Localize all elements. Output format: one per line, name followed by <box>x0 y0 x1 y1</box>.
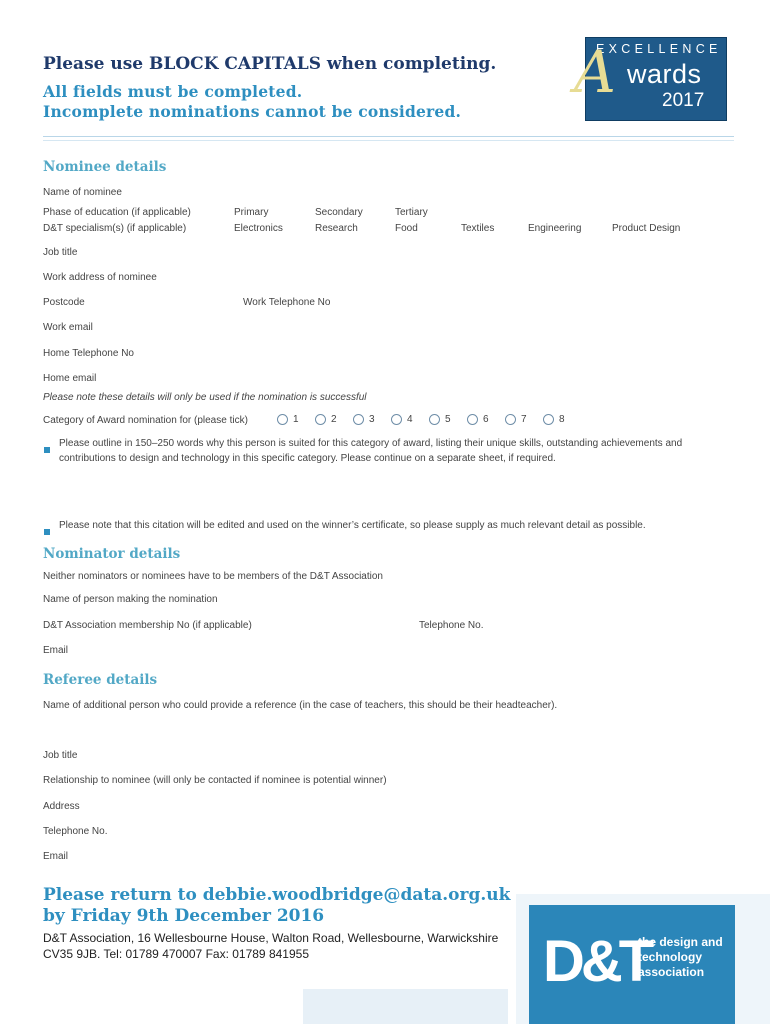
logo-a-letter: A <box>574 38 616 106</box>
specialism-option-food[interactable]: Food <box>395 223 418 234</box>
referee-telephone-field[interactable]: Telephone No. <box>43 826 108 837</box>
square-bullet-icon <box>44 440 50 458</box>
specialism-option-engineering[interactable]: Engineering <box>528 223 582 234</box>
square-bullet-icon <box>44 522 50 540</box>
phase-label: Phase of education (if applicable) <box>43 207 191 218</box>
specialism-option-research[interactable]: Research <box>315 223 358 234</box>
specialism-label: D&T specialism(s) (if applicable) <box>43 223 187 234</box>
nominee-section-title: Nominee details <box>43 159 167 175</box>
footer-strip <box>303 989 508 1024</box>
return-deadline-line: by Friday 9th December 2016 <box>43 906 325 926</box>
dt-logo-mark: D&T <box>543 929 651 994</box>
nominee-name-field[interactable]: Name of nominee <box>43 187 122 198</box>
referee-section-title: Referee details <box>43 672 158 688</box>
incomplete-heading: Incomplete nominations cannot be considered. <box>43 102 462 121</box>
logo-year-text: 2017 <box>662 90 705 111</box>
radio-circle-icon[interactable] <box>543 414 554 425</box>
block-capitals-heading: Please use BLOCK CAPITALS when completing. <box>43 54 497 74</box>
nominator-name-field[interactable]: Name of person making the nomination <box>43 594 218 605</box>
dt-logo-text: the design and technology association <box>638 935 723 979</box>
phase-option-tertiary[interactable]: Tertiary <box>395 207 428 218</box>
return-email-line: Please return to debbie.woodbridge@data.org.uk <box>43 885 511 905</box>
radio-circle-icon[interactable] <box>467 414 478 425</box>
referee-name-field[interactable]: Name of additional person who could provide a reference (in the case of teachers, this should be their headteacher). <box>43 700 558 711</box>
work-email-field[interactable]: Work email <box>43 322 93 333</box>
phase-option-secondary[interactable]: Secondary <box>315 207 363 218</box>
postcode-field[interactable]: Postcode <box>43 297 85 308</box>
citation-note: Please note that this citation will be edited and used on the winner’s certificate, so please supply as much relevant detail as possible. <box>59 520 646 531</box>
radio-circle-icon[interactable] <box>505 414 516 425</box>
header-divider-secondary <box>43 140 734 141</box>
category-option-4[interactable]: 4 <box>391 414 429 425</box>
nominator-section-title: Nominator details <box>43 546 181 562</box>
membership-number-field[interactable]: D&T Association membership No (if applicable) <box>43 620 252 631</box>
phase-option-primary[interactable]: Primary <box>234 207 269 218</box>
home-email-field[interactable]: Home email <box>43 373 97 384</box>
outline-instructions: Please outline in 150–250 words why this person is suited for this category of award, listing their unique skills, outstanding achievements and contributions to design and technology in this specific category. Please continue on a separate sheet, if required. <box>59 438 683 464</box>
radio-circle-icon[interactable] <box>429 414 440 425</box>
required-heading: All fields must be completed. <box>43 82 303 101</box>
radio-circle-icon[interactable] <box>277 414 288 425</box>
membership-note: Neither nominators or nominees have to be members of the D&T Association <box>43 571 383 582</box>
category-option-5[interactable]: 5 <box>429 414 467 425</box>
category-option-6[interactable]: 6 <box>467 414 505 425</box>
referee-email-field[interactable]: Email <box>43 851 69 862</box>
radio-circle-icon[interactable] <box>391 414 402 425</box>
radio-circle-icon[interactable] <box>353 414 364 425</box>
category-radio-group <box>277 414 581 425</box>
home-telephone-field[interactable]: Home Telephone No <box>43 348 134 359</box>
category-label: Category of Award nomination for (please tick) <box>43 415 248 426</box>
privacy-note: Please note these details will only be used if the nomination is successful <box>43 392 367 403</box>
category-option-3[interactable]: 3 <box>353 414 391 425</box>
category-option-8[interactable]: 8 <box>543 414 581 425</box>
header-divider <box>43 136 734 137</box>
referee-job-title-field[interactable]: Job title <box>43 750 78 761</box>
specialism-option-textiles[interactable]: Textiles <box>461 223 495 234</box>
specialism-option-electronics[interactable]: Electronics <box>234 223 283 234</box>
referee-relationship-field[interactable]: Relationship to nominee (will only be contacted if nominee is potential winner) <box>43 775 387 786</box>
radio-circle-icon[interactable] <box>315 414 326 425</box>
association-address: D&T Association, 16 Wellesbourne House, Walton Road, Wellesbourne, Warwickshire CV35 9JB. Tel: 01789 470007 Fax: 01789 841955 <box>43 931 499 961</box>
work-telephone-field[interactable]: Work Telephone No <box>243 297 331 308</box>
referee-address-field[interactable]: Address <box>43 801 80 812</box>
category-option-2[interactable]: 2 <box>315 414 353 425</box>
logo-excellence-text: EXCELLENCE <box>596 42 722 56</box>
work-address-field[interactable]: Work address of nominee <box>43 272 157 283</box>
category-option-7[interactable]: 7 <box>505 414 543 425</box>
job-title-field[interactable]: Job title <box>43 247 78 258</box>
specialism-option-product-design[interactable]: Product Design <box>612 223 681 234</box>
nominator-email-field[interactable]: Email <box>43 645 69 656</box>
logo-wards-text: wards <box>627 59 702 89</box>
nominator-telephone-field[interactable]: Telephone No. <box>419 620 484 631</box>
category-option-1[interactable]: 1 <box>277 414 315 425</box>
